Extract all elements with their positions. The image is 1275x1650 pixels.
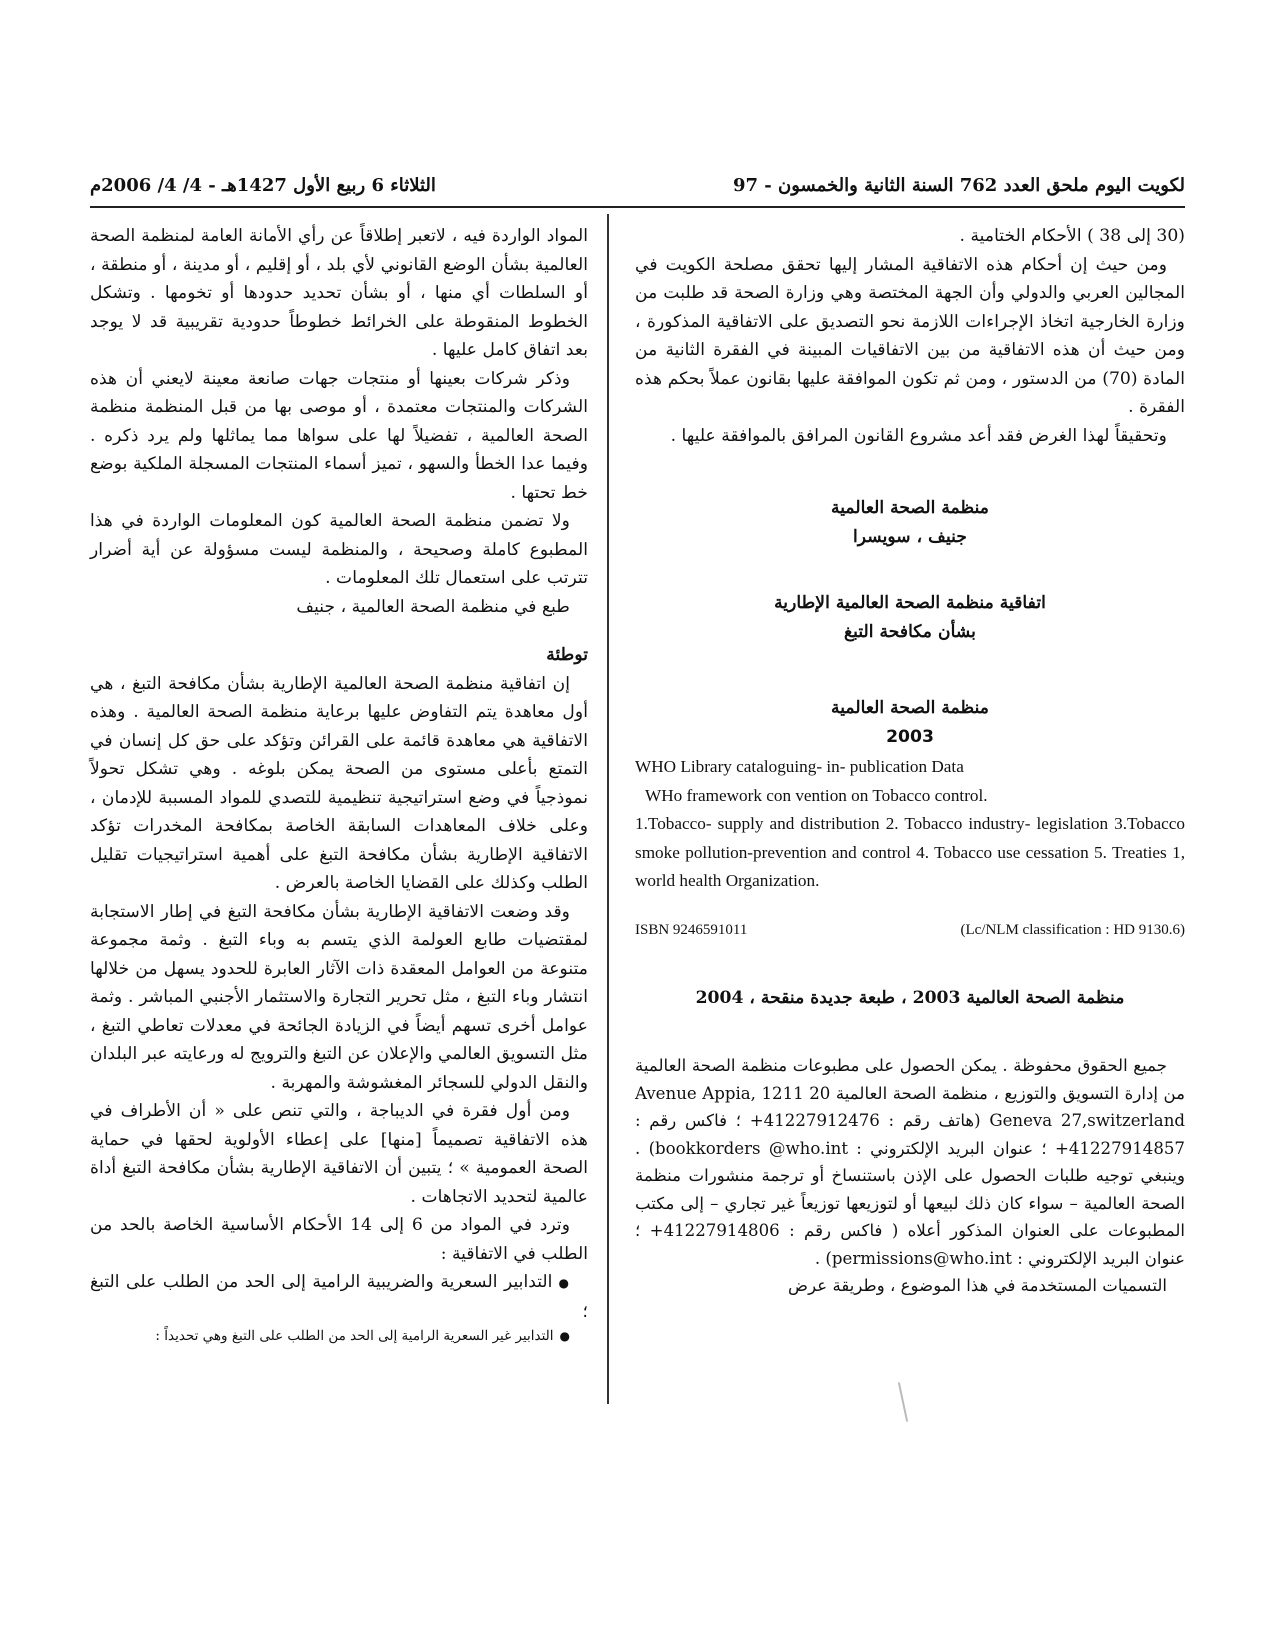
section-heading-foreword: توطئة <box>546 645 588 665</box>
paragraph-liability: ولا تضمن منظمة الصحة العالمية كون المعلومات الواردة في هذا المطبوع كاملة وصحيحة ، والمنظمة ليست مسؤولة عن أية أضرار تترتب على استعمال تلك المعلومات . <box>90 511 588 588</box>
org-name: منظمة الصحة العالمية <box>831 498 989 518</box>
cataloguing-title: WHo framework con vention on Tobacco control. <box>645 785 988 805</box>
bullet-price-measures: ● التدابير السعرية والضريبية الرامية إلى الحد من الطلب على التبغ ؛ <box>90 1268 588 1326</box>
paragraph-disclaimer: المواد الواردة فيه ، لاتعبر إطلاقاً عن رأي الأمانة العامة لمنظمة الصحة العالمية بشأن الوضع القانوني لأي بلد ، أو إقليم ، أو مدينة ، أو منطقة ، أو السلطات أي منها ، أو بشأن تحديد حدودها أو تخومها . وتشكل الخطوط المنقوطة على الخرائط خطوطاً حدودية تقريبية قد لا يوجد بعد اتفاق كامل عليها . <box>90 226 588 360</box>
paragraph-whereas: ومن حيث إن أحكام هذه الاتفاقية المشار إليها تحقق مصلحة الكويت في المجالين العربي والدولي وأن الجهة المختصة وهي وزارة الصحة قد طلبت من وزارة الخارجية اتخاذ الإجراءات اللازمة نحو التصديق على الاتفاقية المذكورة ، ومن حيث أن هذه الاتفاقية من بين الاتفاقيات المبينة في الفقرة الثانية من المادة (70) من الدستور ، ومن ثم تكون الموافقة عليها بقانون عملاً بحكم هذه الفقرة . <box>635 254 1185 417</box>
paragraph-designations: التسميات المستخدمة في هذا الموضوع ، وطريقة عرض <box>788 1276 1167 1295</box>
paragraph-printed: طبع في منظمة الصحة العالمية ، جنيف <box>296 596 570 617</box>
cataloguing-subjects: 1.Tobacco- supply and distribution 2. Tobacco industry- legislation 3.Tobacco smoke pollution-prevention and control 4. Tobacco use cessation 5. Treaties 1, world health Organization. <box>635 814 1185 890</box>
header-date: الثلاثاء 6 ربيع الأول 1427هـ - 4/ 4/ 2006م <box>90 175 436 196</box>
bullet-non-price-measures: ● التدابير غير السعرية الرامية إلى الحد من الطلب على التبغ وهي تحديداً : <box>90 1326 588 1346</box>
paragraph-rights: جميع الحقوق محفوظة . يمكن الحصول على مطبوعات منظمة الصحة العالمية من إدارة التسويق والتوزيع ، منظمة الصحة العالمية 20 Avenue Appia, 1211 Geneva 27,switzerland (هاتف رقم : 41227912476+ ؛ فاكس رقم : 41227914857+ ؛ عنوان البريد الإلكتروني : bookkorders @who.int) . وينبغي توجيه طلبات الحصول على الإذن باستنساخ أو ترجمة منشورات منظمة الصحة العالمية – سواء كان ذلك لبيعها أو لتوزيعها توزيعاً غير تجاري – إلى مكتب المطبوعات على العنوان المذكور أعلاه ( فاكس رقم : 41227914806+ ؛ عنوان البريد الإلكتروني : permissions@who.int) . <box>635 1056 1186 1268</box>
column-divider <box>607 214 609 1404</box>
paragraph-foreword-3: ومن أول فقرة في الديباجة ، والتي تنص على « أن الأطراف في هذه الاتفاقية تصميماً [منها] على إعطاء الأولوية لحقها في حماية الصحة العمومية » ؛ يتبين أن الاتفاقية الإطارية بشأن مكافحة التبغ أداة عالمية لتحديد الاتجاهات . <box>90 1101 588 1207</box>
isbn-row <box>635 922 1185 948</box>
paragraph-companies: وذكر شركات بعينها أو منتجات جهات صانعة معينة لايعني أن هذه الشركات والمنتجات معتمدة ، أو موصى بها من قبل المنظمة منظمة الصحة العالمية ، تفضيلاً لها على سواها مما يماثلها ولم يرد ذكره . وفيما عدا الخطأ والسهو ، تميز أسماء المنتجات المسجلة الملكية بوضع خط تحتها . <box>90 368 588 503</box>
edition-line: منظمة الصحة العالمية 2003 ، طبعة جديدة منقحة ، 2004 <box>695 987 1125 1008</box>
classification: (Lc/NLM classification : HD 9130.6) <box>960 921 1185 938</box>
paragraph-foreword-1: إن اتفاقية منظمة الصحة العالمية الإطارية بشأن مكافحة التبغ ، هي أول معاهدة يتم التفاوض عليها برعاية منظمة الصحة العالمية . وهذه الاتفاقية هي معاهدة قائمة على القرائن وتؤكد على حق كل إنسان في التمتع بأعلى مستوى من الصحة يمكن بلوغه . وهي تشكل تحولاً نموذجياً في وضع استراتيجية تنظيمية للتصدي للمواد المسببة للإدمان ، وعلى خلاف المعاهدات السابقة الخاصة بمكافحة المخدرات تؤكد الاتفاقية الإطارية بشأن مكافحة التبغ على أهمية استراتيجيات تقليل الطلب وكذلك على القضايا الخاصة بالعرض . <box>90 673 588 893</box>
cataloguing-line: WHO Library cataloguing- in- publication Data <box>635 757 964 776</box>
convention-title-line-1: اتفاقية منظمة الصحة العالمية الإطارية <box>774 593 1046 613</box>
convention-title-line-2: بشأن مكافحة التبغ <box>844 621 976 642</box>
publication-year: 2003 <box>886 726 934 747</box>
paragraph-purpose: وتحقيقاً لهذا الغرض فقد أعد مشروع القانون المرافق بالموافقة عليها . <box>670 425 1167 446</box>
paragraph-foreword-4: وترد في المواد من 6 إلى 14 الأحكام الأساسية الخاصة بالحد من الطلب في الاتفاقية : <box>90 1215 588 1264</box>
paragraph-final-provisions: (30 إلى 38 ) الأحكام الختامية . <box>959 226 1185 246</box>
isbn: ISBN 9246591011 <box>635 921 748 938</box>
paragraph-foreword-2: وقد وضعت الاتفاقية الإطارية بشأن مكافحة التبغ في إطار الاستجابة لمقتضيات طابع العولمة الذي يتسم به وباء التبغ . وثمة مجموعة متنوعة من العوامل المعقدة ذات الآثار العابرة للحدود يسهل من خلالها انتشار وباء التبغ ، مثل تحرير التجارة والاستثمار الأجنبي المباشر . وثمة عوامل أخرى تسهم أيضاً في الزيادة الجائحة في معدلات تعاطي التبغ ، مثل التسويق العالمي والإعلان عن التبغ والترويج له ورعايته عبر البلدان والنقل الدولي للسجائر المغشوشة والمهربة . <box>90 901 588 1093</box>
right-column <box>635 222 1185 1300</box>
header-publication-info: لكويت اليوم ملحق العدد 762 السنة الثانية والخمسون - 97 <box>732 175 1185 196</box>
header-rule <box>90 206 1185 208</box>
left-column <box>90 222 588 1346</box>
org-location: جنيف ، سويسرا <box>853 526 967 547</box>
scan-mark <box>898 1382 908 1422</box>
org-name-2: منظمة الصحة العالمية <box>831 698 989 718</box>
